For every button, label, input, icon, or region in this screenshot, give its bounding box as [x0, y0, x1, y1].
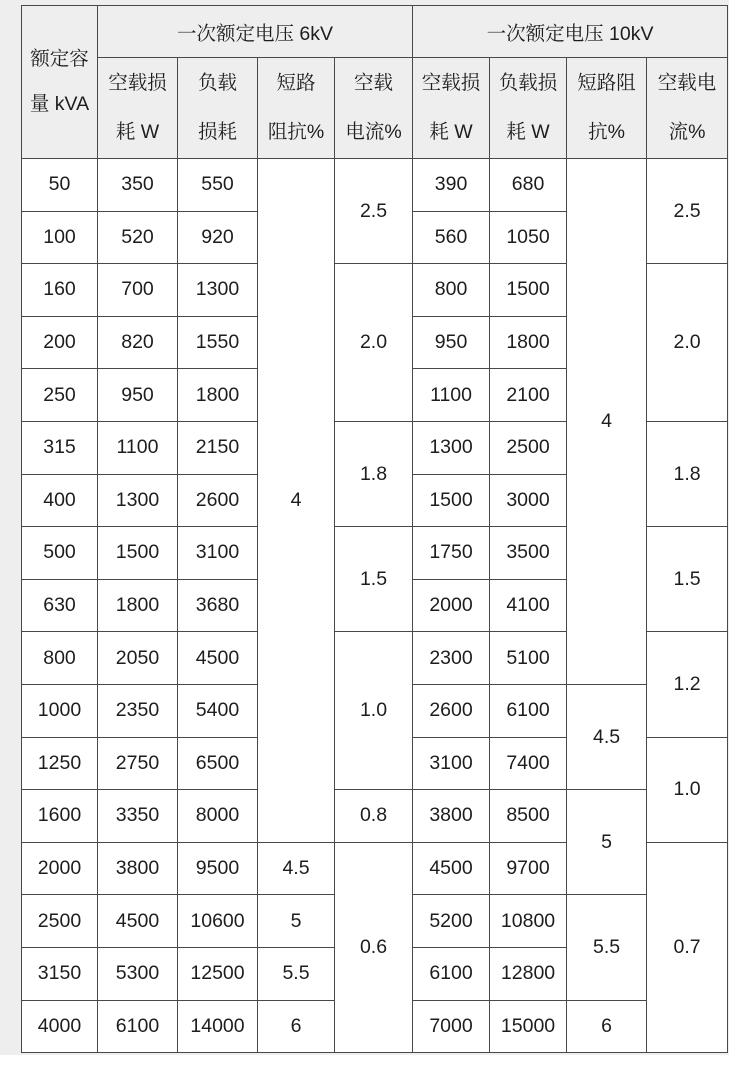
- group-header-6kv: 一次额定电压 6kV: [98, 6, 413, 58]
- table-cell: 500: [22, 527, 98, 580]
- header-line: 耗 W: [115, 121, 160, 143]
- table-cell: 7400: [490, 737, 567, 790]
- table-cell: 4: [567, 159, 647, 685]
- table-cell: 2150: [178, 421, 258, 474]
- table-cell: 800: [22, 632, 98, 685]
- table-header: [22, 6, 728, 159]
- table-cell: 1500: [490, 264, 567, 317]
- table-cell: 390: [413, 159, 490, 212]
- table-cell: 2100: [490, 369, 567, 422]
- table-cell: 400: [22, 474, 98, 527]
- table-cell: 9700: [490, 842, 567, 895]
- table-cell: 1.5: [647, 527, 728, 632]
- table-cell: 1.0: [647, 737, 728, 842]
- table-cell: 3100: [413, 737, 490, 790]
- table-cell: 1050: [490, 211, 567, 264]
- table-cell: 50: [22, 159, 98, 212]
- table-cell: 5: [567, 790, 647, 895]
- table-cell: 950: [98, 369, 178, 422]
- table-cell: 1.0: [335, 632, 413, 790]
- table-cell: 6500: [178, 737, 258, 790]
- table-cell: 1100: [413, 369, 490, 422]
- table-cell: 5100: [490, 632, 567, 685]
- header-line: 耗 W: [506, 121, 550, 143]
- table-cell: 2500: [22, 895, 98, 948]
- table-cell: 5300: [98, 947, 178, 1000]
- table-cell: 6100: [98, 1000, 178, 1053]
- header-line: 阻抗%: [267, 121, 325, 143]
- table-cell: 1.8: [647, 421, 728, 526]
- table-cell: 350: [98, 159, 178, 212]
- header-line: 损耗: [197, 121, 237, 143]
- header-line: 空载损: [108, 72, 167, 94]
- table-cell: 10600: [178, 895, 258, 948]
- table-cell: 2.0: [335, 264, 413, 422]
- table-cell: 4000: [22, 1000, 98, 1053]
- table-cell: 250: [22, 369, 98, 422]
- table-cell: 10800: [490, 895, 567, 948]
- table-cell: 12500: [178, 947, 258, 1000]
- group-header-10kv: 一次额定电压 10kV: [413, 6, 728, 58]
- table-cell: 1750: [413, 527, 490, 580]
- table-cell: 550: [178, 159, 258, 212]
- table-cell: 2000: [22, 842, 98, 895]
- table-cell: 1500: [413, 474, 490, 527]
- table-cell: 100: [22, 211, 98, 264]
- table-cell: 8000: [178, 790, 258, 843]
- table-cell: 1550: [178, 316, 258, 369]
- table-cell: 3150: [22, 947, 98, 1000]
- table-cell: 1800: [178, 369, 258, 422]
- table-cell: 315: [22, 421, 98, 474]
- table-cell: 4.5: [258, 842, 335, 895]
- col-header-capacity-line1: 额定容: [30, 48, 89, 70]
- table-cell: 3100: [178, 527, 258, 580]
- group-header-row: [22, 6, 728, 58]
- table-cell: 2000: [413, 579, 490, 632]
- table-cell: 2.5: [335, 159, 413, 264]
- table-cell: 630: [22, 579, 98, 632]
- table-cell: 2600: [178, 474, 258, 527]
- table-cell: 200: [22, 316, 98, 369]
- table-body: [22, 159, 728, 1053]
- table-cell: 9500: [178, 842, 258, 895]
- table-cell: 3800: [98, 842, 178, 895]
- table-cell: 1600: [22, 790, 98, 843]
- spec-table-container: [21, 5, 728, 1053]
- table-cell: 4500: [98, 895, 178, 948]
- table-cell: 0.6: [335, 842, 413, 1052]
- table-cell: 560: [413, 211, 490, 264]
- col-header-6kv-no-load-current: [335, 58, 413, 159]
- header-line: 流%: [668, 121, 706, 143]
- table-cell: 680: [490, 159, 567, 212]
- table-row: [22, 159, 728, 212]
- table-cell: 14000: [178, 1000, 258, 1053]
- table-cell: 6100: [413, 947, 490, 1000]
- col-header-6kv-load-loss: [178, 58, 258, 159]
- table-cell: 5400: [178, 684, 258, 737]
- table-cell: 4500: [178, 632, 258, 685]
- table-cell: 2050: [98, 632, 178, 685]
- table-cell: 4.5: [567, 684, 647, 789]
- table-cell: 2.5: [647, 159, 728, 264]
- table-cell: 520: [98, 211, 178, 264]
- header-line: 空载损: [421, 72, 481, 94]
- col-header-capacity-line2: 量 kVA: [29, 93, 90, 115]
- col-header-10kv-short-circuit-impedance: [567, 58, 647, 159]
- table-cell: 1100: [98, 421, 178, 474]
- table-cell: 950: [413, 316, 490, 369]
- table-cell: 7000: [413, 1000, 490, 1053]
- col-header-6kv-short-circuit-impedance: [258, 58, 335, 159]
- table-cell: 15000: [490, 1000, 567, 1053]
- table-cell: 0.7: [647, 842, 728, 1052]
- col-header-10kv-no-load-loss: [413, 58, 490, 159]
- table-cell: 700: [98, 264, 178, 317]
- header-line: 空载电: [657, 72, 717, 94]
- table-cell: 1.8: [335, 421, 413, 526]
- table-cell: 6: [567, 1000, 647, 1053]
- table-cell: 4: [258, 159, 335, 843]
- table-cell: 1300: [178, 264, 258, 317]
- table-cell: 800: [413, 264, 490, 317]
- table-cell: 6100: [490, 684, 567, 737]
- table-cell: 2500: [490, 421, 567, 474]
- table-cell: 4100: [490, 579, 567, 632]
- table-cell: 2.0: [647, 264, 728, 422]
- header-line: 电流%: [345, 121, 402, 143]
- table-cell: 2350: [98, 684, 178, 737]
- col-header-10kv-no-load-current: [647, 58, 728, 159]
- header-line: 短路: [276, 72, 316, 94]
- table-cell: 5.5: [567, 895, 647, 1000]
- table-cell: 1.2: [647, 632, 728, 737]
- header-line: 负载: [197, 72, 237, 94]
- sub-header-row: [22, 58, 728, 159]
- col-header-6kv-no-load-loss: [98, 58, 178, 159]
- table-cell: 12800: [490, 947, 567, 1000]
- table-cell: 1000: [22, 684, 98, 737]
- table-cell: 3350: [98, 790, 178, 843]
- header-line: 耗 W: [429, 121, 473, 143]
- table-cell: 160: [22, 264, 98, 317]
- table-cell: 1500: [98, 527, 178, 580]
- table-cell: 2750: [98, 737, 178, 790]
- col-header-capacity: [22, 6, 98, 159]
- table-cell: 2300: [413, 632, 490, 685]
- table-cell: 1.5: [335, 527, 413, 632]
- col-header-10kv-load-loss: [490, 58, 567, 159]
- table-cell: 3000: [490, 474, 567, 527]
- table-cell: 5.5: [258, 947, 335, 1000]
- table-cell: 2600: [413, 684, 490, 737]
- table-cell: 3800: [413, 790, 490, 843]
- header-line: 负载损: [498, 72, 558, 94]
- table-cell: 3500: [490, 527, 567, 580]
- table-cell: 1300: [98, 474, 178, 527]
- table-cell: 920: [178, 211, 258, 264]
- table-cell: 1300: [413, 421, 490, 474]
- table-cell: 1800: [98, 579, 178, 632]
- table-cell: 5200: [413, 895, 490, 948]
- table-cell: 5: [258, 895, 335, 948]
- transformer-spec-table: [21, 5, 728, 1053]
- table-row: [22, 790, 728, 843]
- table-cell: 820: [98, 316, 178, 369]
- table-cell: 8500: [490, 790, 567, 843]
- table-cell: 1250: [22, 737, 98, 790]
- table-cell: 6: [258, 1000, 335, 1053]
- table-cell: 1800: [490, 316, 567, 369]
- header-line: 短路阻: [577, 72, 636, 94]
- table-cell: 4500: [413, 842, 490, 895]
- header-line: 抗%: [588, 121, 625, 143]
- header-line: 空载: [354, 72, 394, 94]
- table-cell: 0.8: [335, 790, 413, 843]
- table-cell: 3680: [178, 579, 258, 632]
